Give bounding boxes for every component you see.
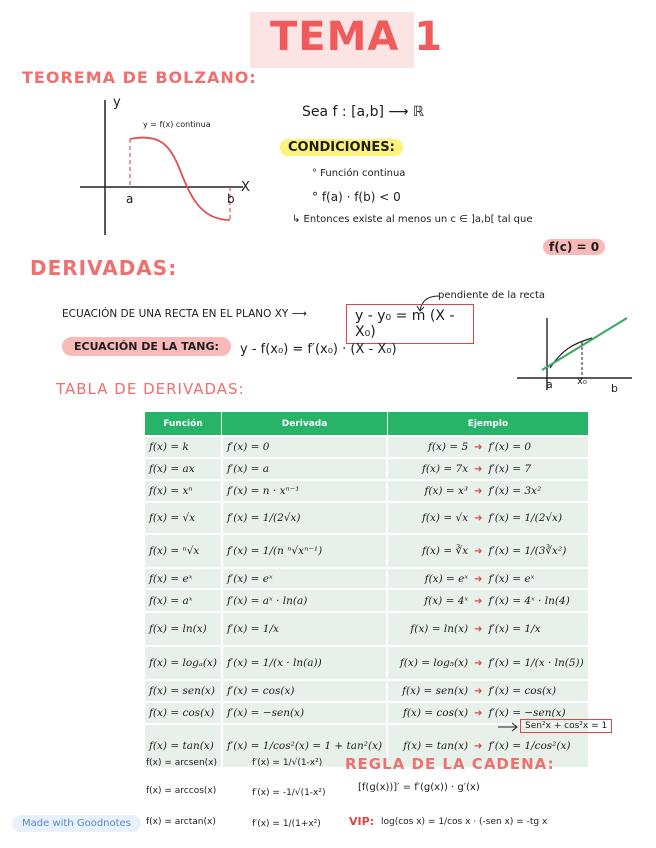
function-cell: f(x) = aˣ — [144, 589, 222, 612]
example-derivative: f′(x) = 1/(2√x) — [488, 512, 563, 524]
arrow-icon: ➜ — [474, 595, 483, 607]
header-function: Función — [144, 412, 222, 437]
arrow-icon: ➜ — [474, 442, 483, 453]
arccos-derivative: f′(x) = -1/√(1-x²) — [252, 788, 326, 798]
arrow-icon: ➜ — [474, 624, 483, 635]
arrow-icon: ➜ — [474, 464, 483, 475]
graph-y-label: y — [113, 95, 121, 110]
tangent-a-label: a — [546, 378, 553, 391]
bolzano-graph — [75, 95, 265, 240]
table-heading: TABLA DE DERIVADAS: — [56, 380, 245, 398]
condition-1: ° Función continua — [312, 168, 406, 179]
example-cell — [387, 680, 589, 702]
example-derivative: f′(x) = −sen(x) — [488, 707, 566, 719]
function-cell: f(x) = sen(x) — [144, 680, 222, 702]
line-equation: y - y₀ = m (X - X₀) — [346, 304, 474, 344]
example-derivative: f′(x) = eˣ — [488, 572, 535, 585]
graph-x-label: X — [241, 180, 250, 195]
arrow-icon: ➜ — [474, 546, 483, 557]
graph-b-label: b — [227, 192, 235, 206]
table-row — [144, 436, 589, 458]
conditions-label: CONDICIONES: — [280, 140, 403, 155]
derivative-cell: f′(x) = −sen(x) — [222, 702, 387, 724]
table-row — [144, 534, 589, 568]
table-row — [144, 568, 589, 589]
example-derivative: f′(x) = 3x² — [488, 485, 542, 497]
header-derivative: Derivada — [222, 412, 387, 437]
arrow-icon: ➜ — [474, 658, 483, 669]
derivative-cell: f′(x) = aˣ · ln(a) — [222, 589, 387, 612]
example-derivative: f′(x) = 7 — [488, 463, 532, 475]
tangent-graph — [512, 310, 637, 395]
derivative-cell: f′(x) = a — [222, 458, 387, 480]
table-row — [144, 480, 589, 502]
bolzano-heading: TEOREMA DE BOLZANO: — [22, 68, 257, 87]
derivative-cell: f′(x) = 1/(2√x) — [222, 502, 387, 534]
example-function: f(x) = 7x — [422, 463, 469, 475]
example-derivative: f′(x) = 0 — [488, 441, 532, 453]
line-equation-label: ECUACIÓN DE UNA RECTA EN EL PLANO XY ⟶ — [62, 308, 307, 320]
example-cell — [387, 646, 589, 680]
derivative-cell: f′(x) = 1/(n ⁿ√xⁿ⁻¹) — [222, 534, 387, 568]
vip-text: log(cos x) = 1/cos x · (-sen x) = -tg x — [381, 817, 548, 827]
function-cell: f(x) = k — [144, 436, 222, 458]
arcsen-derivative: f′(x) = 1/√(1-x²) — [252, 758, 323, 768]
page-title: TEMA 1 — [270, 14, 444, 60]
arrow-icon: ➜ — [474, 741, 483, 752]
table-row — [144, 680, 589, 702]
derivative-cell: f′(x) = 1/x — [222, 612, 387, 646]
note-arrow-icon — [496, 720, 520, 734]
function-cell: f(x) = cos(x) — [144, 702, 222, 724]
graph-curve-label: y = f(x) continua — [143, 120, 211, 129]
table-row — [144, 502, 589, 534]
chain-rule-heading: REGLA DE LA CADENA: — [345, 755, 555, 773]
function-cell: f(x) = eˣ — [144, 568, 222, 589]
bolzano-consequence: ↳ Entonces existe al menos un c ∈ ]a,b[ tal que — [292, 214, 533, 225]
header-example: Ejemplo — [387, 412, 589, 437]
arrow-icon: ➜ — [474, 513, 483, 524]
derivative-cell: f′(x) = 1/(x · ln(a)) — [222, 646, 387, 680]
arrow-icon: ➜ — [474, 708, 483, 719]
identity-note: Sen²x + cos²x = 1 — [520, 719, 612, 733]
bolzano-conclusion: f(c) = 0 — [543, 240, 605, 254]
example-function: f(x) = 4ˣ — [424, 594, 469, 607]
derivadas-heading: DERIVADAS: — [30, 256, 178, 280]
condition-2: ° f(a) · f(b) < 0 — [312, 190, 401, 204]
function-cell: f(x) = ln(x) — [144, 612, 222, 646]
slope-note: pendiente de la recta — [438, 290, 546, 301]
arrow-icon: ➜ — [474, 573, 483, 585]
example-derivative: f′(x) = cos(x) — [488, 685, 557, 697]
example-cell — [387, 534, 589, 568]
tangent-x0-label: x₀ — [577, 376, 587, 387]
goodnotes-watermark: Made with Goodnotes — [12, 815, 141, 832]
sea-statement: Sea f : [a,b] ⟶ ℝ — [302, 104, 424, 120]
example-cell — [387, 612, 589, 646]
table-row — [144, 589, 589, 612]
table-row — [144, 612, 589, 646]
vip-label: VIP: — [349, 815, 375, 828]
derivative-cell: f′(x) = 0 — [222, 436, 387, 458]
example-function: f(x) = x³ — [424, 485, 469, 497]
example-function: f(x) = ln(x) — [410, 623, 469, 635]
example-function: f(x) = sen(x) — [402, 685, 469, 697]
arccos-function: f(x) = arccos(x) — [146, 786, 217, 796]
example-cell — [387, 436, 589, 458]
example-function: f(x) = ∛x — [422, 545, 469, 557]
table-row — [144, 458, 589, 480]
tangent-label: ECUACIÓN DE LA TANG: — [62, 340, 231, 353]
example-cell — [387, 480, 589, 502]
tangent-equation: y - f(x₀) = f′(x₀) · (X - X₀) — [240, 342, 397, 357]
function-cell: f(x) = tan(x) — [144, 724, 222, 768]
function-cell: f(x) = √x — [144, 502, 222, 534]
example-cell — [387, 568, 589, 589]
example-function: f(x) = tan(x) — [403, 740, 469, 752]
function-cell: f(x) = xⁿ — [144, 480, 222, 502]
function-cell: f(x) = ax — [144, 458, 222, 480]
derivative-cell: f′(x) = cos(x) — [222, 680, 387, 702]
derivative-cell: f′(x) = 1/cos²(x) = 1 + tan²(x) — [222, 724, 387, 768]
arrow-icon: ➜ — [474, 686, 483, 697]
chain-rule-formula: [f(g(x))]′ = f′(g(x)) · g′(x) — [358, 782, 480, 793]
example-derivative: f′(x) = 1/(3∛x²) — [488, 545, 567, 557]
arcsen-function: f(x) = arcsen(x) — [146, 758, 218, 768]
arctan-function: f(x) = arctan(x) — [146, 817, 216, 827]
example-function: f(x) = √x — [422, 512, 469, 524]
derivative-cell: f′(x) = n · xⁿ⁻¹ — [222, 480, 387, 502]
example-function: f(x) = 5 — [427, 441, 469, 453]
table-row — [144, 646, 589, 680]
tangent-b-label: b — [611, 382, 618, 395]
example-cell — [387, 502, 589, 534]
function-cell: f(x) = logₐ(x) — [144, 646, 222, 680]
example-cell — [387, 589, 589, 612]
example-cell — [387, 458, 589, 480]
arctan-derivative: f′(x) = 1/(1+x²) — [252, 819, 321, 829]
example-derivative: f′(x) = 1/x — [488, 623, 541, 635]
example-derivative: f′(x) = 4ˣ · ln(4) — [488, 594, 570, 607]
example-derivative: f′(x) = 1/(x · ln(5)) — [488, 657, 584, 669]
example-function: f(x) = log₅(x) — [399, 657, 469, 669]
graph-a-label: a — [126, 192, 134, 206]
example-function: f(x) = eˣ — [424, 572, 469, 585]
derivative-cell: f′(x) = eˣ — [222, 568, 387, 589]
arrow-icon: ➜ — [474, 486, 483, 497]
example-function: f(x) = cos(x) — [402, 707, 469, 719]
derivatives-table — [143, 411, 590, 769]
example-derivative: f′(x) = 1/cos²(x) — [488, 740, 571, 752]
function-cell: f(x) = ⁿ√x — [144, 534, 222, 568]
